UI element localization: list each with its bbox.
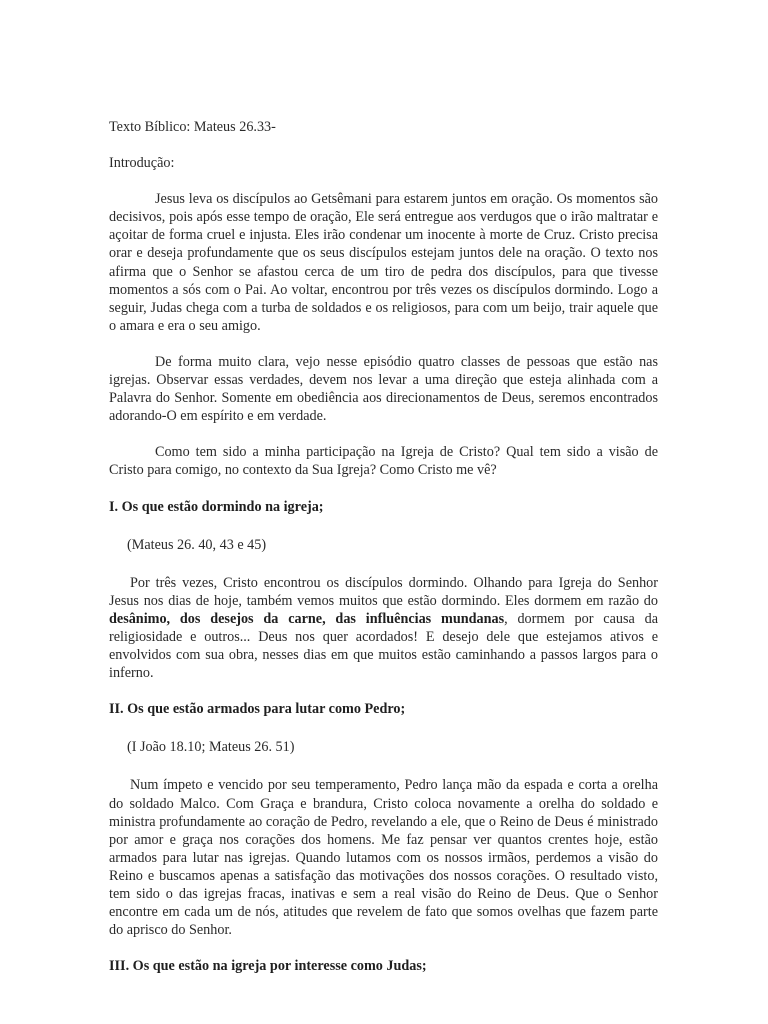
introduction-label: Introdução: xyxy=(109,155,175,172)
section-heading-sleeping: I. Os que estão dormindo na igreja; xyxy=(109,498,324,515)
paragraph-text: Por três vezes, Cristo encontrou os discípulos dormindo. Olhando para Igreja do Senhor Jesus nos dias de hoje, também vemos muitos que estão dormindo. Eles dormem em razão do xyxy=(109,574,658,609)
section-heading-armed: II. Os que estão armados para lutar como Pedro; xyxy=(109,701,406,718)
emphasis-text: desânimo, dos desejos da carne, das influências mundanas xyxy=(109,610,505,627)
section-reference-armed: (I João 18.10; Mateus 26. 51) xyxy=(127,739,295,756)
scripture-reference-line: Texto Bíblico: Mateus 26.33- xyxy=(109,119,276,135)
section-paragraph-armed: Num ímpeto e vencido por seu temperamento, Pedro lança mão da espada e corta a orelha do soldado Malco. Com Graça e brandura, Cristo coloca novamente a orelha do soldado e ministra profundamente ao coração de Pedro, revelando a ele, que o Reino de Deus é ministrado por amor e graça nos corações dos homens. Me faz pensar ver quantos crentes hoje, estão armados para lutar nas igrejas. Quando lutamos com os nossos irmãos, perdemos a visão do Reino e buscamos apenas a satisfação das motivações dos nossos corações. O resultado visto, tem sido o das igrejas fracas, inativas e sem a real visão do Reino de Deus. Que o Senhor encontre em cada um de nós, atitudes que revelem de fato que somos ovelhas que fazem parte do aprisco do Senhor. xyxy=(109,777,658,939)
paragraph-text: , dormem por causa da religiosidade e outros... Deus nos quer acordados! E desejo dele que estejamos ativos e envolvidos com sua obra, nesses dias em que muitos estão caminhando a passos largos para o inferno. xyxy=(109,610,658,682)
section-paragraph-sleeping xyxy=(109,574,658,683)
document-body xyxy=(109,118,658,975)
question-paragraph: Como tem sido a minha participação na Igreja de Cristo? Qual tem sido a visão de Cristo para comigo, no contexto da Sua Igreja? Como Cristo me vê? xyxy=(109,444,658,479)
section-reference-sleeping: (Mateus 26. 40, 43 e 45) xyxy=(127,536,267,553)
classes-paragraph: De forma muito clara, vejo nesse episódio quatro classes de pessoas que estão nas igrejas. Observar essas verdades, devem nos levar a uma direção que esteja alinhada com a Palavra do Senhor. Somente em obediência aos direcionamentos de Deus, seremos encontrados adorando-O em espírito e em verdade. xyxy=(109,353,658,425)
section-heading-interest: III. Os que estão na igreja por interesse como Judas; xyxy=(109,958,427,975)
introduction-paragraph: Jesus leva os discípulos ao Getsêmani para estarem juntos em oração. Os momentos são decisivos, pois após esse tempo de oração, Ele será entregue aos verdugos que o irão maltratar e açoitar de forma cruel e injusta. Eles irão condenar um inocente à morte de Cruz. Cristo precisa orar e deseja profundamente que os seus discípulos estejam juntos dele na oração. O texto nos afirma que o Senhor se afastou cerca de um tiro de pedra dos discípulos, para que tivesse momentos a sós com o Pai. Ao voltar, encontrou por três vezes os discípulos dormindo. Logo a seguir, Judas chega com a turba de soldados e os religiosos, para com um beijo, trair aquele que o amara e era o seu amigo. xyxy=(109,191,658,334)
